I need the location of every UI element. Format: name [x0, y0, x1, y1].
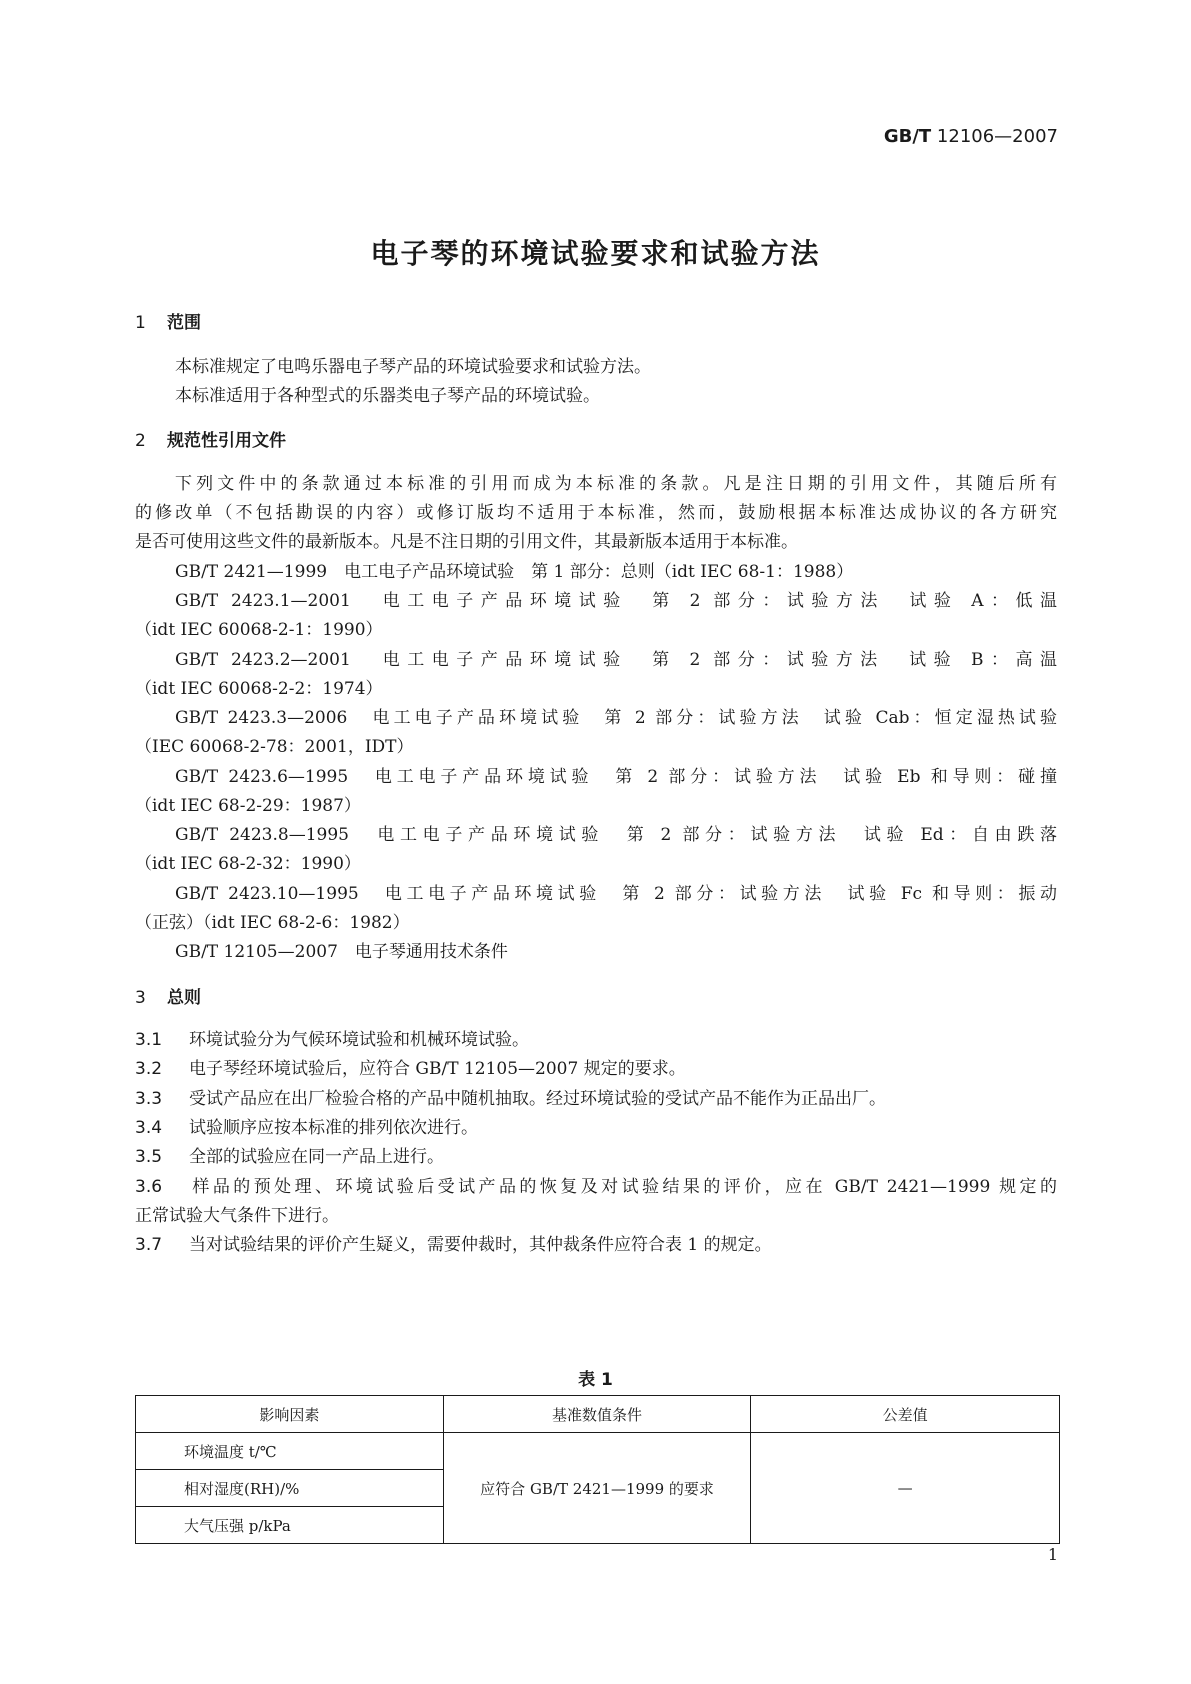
reference-item-cont: （idt IEC 68-2-32：1990） [135, 854, 361, 874]
section-3-heading: 3 总则 [135, 988, 201, 1008]
reference-item-cont: （IEC 60068-2-78：2001，IDT） [135, 737, 414, 757]
clause-3-6-cont: 正常试验大气条件下进行。 [135, 1206, 339, 1226]
reference-item: GB/T 2421—1999 电工电子产品环境试验 第 1 部分：总则（idt IEC 68-1：1988） [175, 562, 854, 582]
table-cell-tolerance: — [751, 1433, 1060, 1544]
reference-item-cont: （idt IEC 60068-2-1：1990） [135, 620, 383, 640]
reference-item: GB/T 2423.2—2001 电工电子产品环境试验 第 2 部分：试验方法 试验 B：高温 [175, 650, 1057, 670]
s2-intro-line-1: 下列文件中的条款通过本标准的引用而成为本标准的条款。凡是注日期的引用文件，其随后所有 [175, 474, 1057, 494]
clause-3-4: 3.4 试验顺序应按本标准的排列依次进行。 [135, 1118, 478, 1138]
reference-item: GB/T 2423.6—1995 电工电子产品环境试验 第 2 部分：试验方法 试验 Eb 和导则：碰撞 [175, 767, 1057, 787]
reference-item: GB/T 2423.10—1995 电工电子产品环境试验 第 2 部分：试验方法 试验 Fc 和导则：振动 [175, 884, 1057, 904]
clause-3-7: 3.7 当对试验结果的评价产生疑义，需要仲裁时，其仲裁条件应符合表 1 的规定。 [135, 1235, 772, 1255]
reference-item-cont: （正弦）（idt IEC 68-2-6：1982） [135, 913, 410, 933]
document-title: 电子琴的环境试验要求和试验方法 [370, 237, 821, 270]
table-cell-condition: 应符合 GB/T 2421—1999 的要求 [443, 1433, 751, 1544]
reference-item: GB/T 12105—2007 电子琴通用技术条件 [175, 942, 508, 962]
table-1 [135, 1395, 1060, 1544]
s2-intro-line-3: 是否可使用这些文件的最新版本。凡是不注日期的引用文件，其最新版本适用于本标准。 [135, 532, 798, 552]
table-header-row [136, 1396, 1060, 1433]
reference-item: GB/T 2423.8—1995 电工电子产品环境试验 第 2 部分：试验方法 试验 Ed：自由跌落 [175, 825, 1057, 845]
section-2-heading: 2 规范性引用文件 [135, 431, 286, 451]
s2-intro-line-2: 的修改单（不包括勘误的内容）或修订版均不适用于本标准，然而，鼓励根据本标准达成协议的各方研究 [135, 503, 1057, 523]
table-caption: 表 1 [578, 1370, 613, 1390]
clause-3-5: 3.5 全部的试验应在同一产品上进行。 [135, 1147, 444, 1167]
clause-3-1: 3.1 环境试验分为气候环境试验和机械环境试验。 [135, 1030, 529, 1050]
table-header-cell: 公差值 [751, 1396, 1060, 1433]
s1-paragraph-1: 本标准规定了电鸣乐器电子琴产品的环境试验要求和试验方法。 [175, 357, 651, 377]
table-cell-factor: 环境温度 t/℃ [136, 1433, 444, 1470]
reference-item-cont: （idt IEC 60068-2-2：1974） [135, 679, 383, 699]
reference-item: GB/T 2423.1—2001 电工电子产品环境试验 第 2 部分：试验方法 试验 A：低温 [175, 591, 1057, 611]
clause-3-6: 3.6 样品的预处理、环境试验后受试产品的恢复及对试验结果的评价，应在 GB/T 2421—1999 规定的 [135, 1177, 1057, 1197]
table-row [136, 1433, 1060, 1470]
section-1-heading: 1 范围 [135, 313, 201, 333]
table-cell-factor: 大气压强 p/kPa [136, 1507, 444, 1544]
s1-paragraph-2: 本标准适用于各种型式的乐器类电子琴产品的环境试验。 [175, 386, 600, 406]
reference-item-cont: （idt IEC 68-2-29：1987） [135, 796, 361, 816]
standard-code: GB/T 12106—2007 [883, 126, 1058, 147]
table-cell-factor: 相对湿度(RH)/% [136, 1470, 444, 1507]
clause-3-3: 3.3 受试产品应在出厂检验合格的产品中随机抽取。经过环境试验的受试产品不能作为正品出厂。 [135, 1089, 886, 1109]
table-header-cell: 影响因素 [136, 1396, 444, 1433]
page-number: 1 [1047, 1545, 1058, 1564]
clause-3-2: 3.2 电子琴经环境试验后，应符合 GB/T 12105—2007 规定的要求。 [135, 1059, 686, 1079]
table-header-cell: 基准数值条件 [443, 1396, 751, 1433]
reference-item: GB/T 2423.3—2006 电工电子产品环境试验 第 2 部分：试验方法 试验 Cab：恒定湿热试验 [175, 708, 1057, 728]
